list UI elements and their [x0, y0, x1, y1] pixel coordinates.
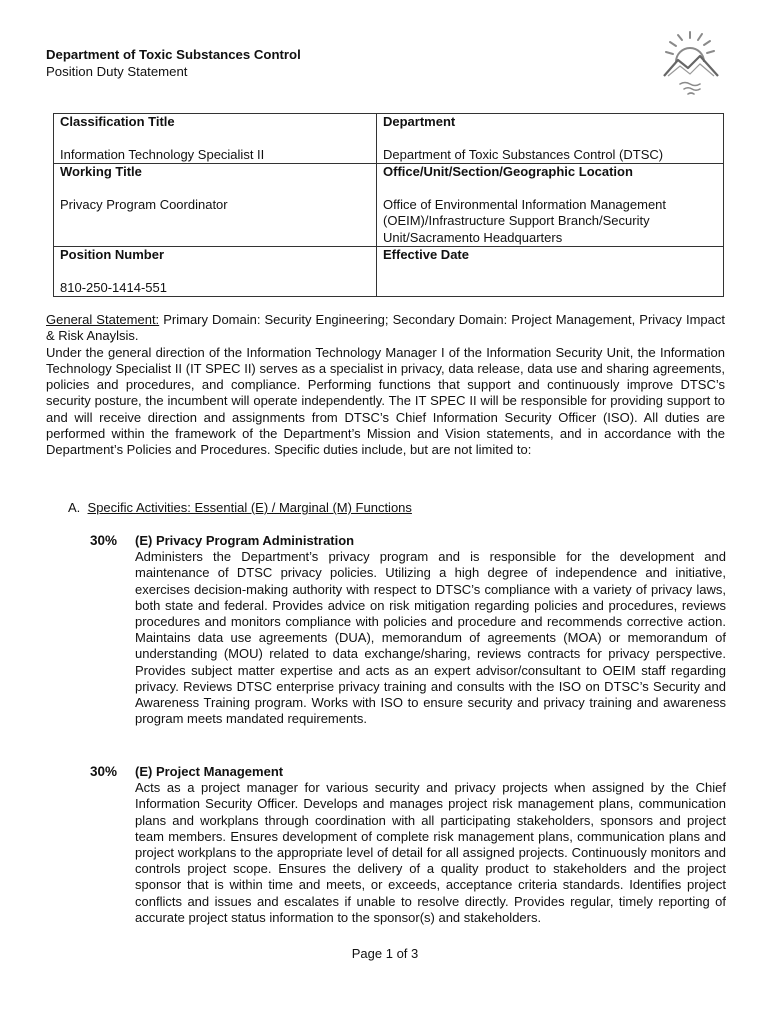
effective-date-label: Effective Date — [383, 247, 469, 262]
classification-title-value: Information Technology Specialist II — [60, 146, 265, 162]
department-value: Department of Toxic Substances Control (DTSC) — [383, 146, 664, 162]
document-header — [46, 46, 301, 80]
general-statement-domains: Primary Domain: Security Engineering; Secondary Domain: Project Management, Privacy Impact & Risk Anaylsis. — [46, 312, 725, 344]
position-number-label: Position Number — [60, 247, 165, 262]
office-location-label: Office/Unit/Section/Geographic Location — [383, 164, 633, 179]
general-statement — [46, 312, 725, 459]
working-title-value: Privacy Program Coordinator — [60, 196, 228, 212]
duty-percent: 30% — [90, 533, 118, 548]
duty-item — [90, 764, 726, 926]
duty-text: Acts as a project manager for various security and privacy projects when assigned by the Chief Information Security Officer. Develops and manages project risk management plans, communication plans and workplans through coordination with all participating stakeholders, sponsors and project team members. Ensures development of complete risk management plans, communication plans and project workplans to the appropriate level of detail for all assigned projects. Continuously monitors and controls project scope. Ensures the delivery of a quality product to stakeholders and the project sponsor that is within time and meets, or exceeds, acceptance criteria standards. Identifies project conflicts and issues and escalates if unable to resolve directly. Provides regular, timely reporting of accurate project status information to the sponsor(s) and stakeholders. — [135, 780, 726, 925]
working-title-label: Working Title — [60, 164, 142, 179]
general-statement-paragraph: Under the general direction of the Information Technology Manager I of the Information Security Unit, the Information Technology Specialist II (IT SPEC II) serves as a specialist in privacy, data release, data use and sharing agreements, policies and procedures, and compliance. Performing functions that support and continuously improve DTSC’s security posture, the incumbent will operate independently. The IT SPEC II will be responsible for providing support to and will receive direction and assignments from DTSC’s Chief Information Security Officer (ISO). All duties are performed within the framework of the Department’s Mission and Vision statements, and in accordance with the Department’s Policies and Procedures. Specific duties include, but are not limited to: — [46, 344, 725, 458]
duty-item — [90, 533, 726, 727]
section-a-heading — [68, 500, 412, 516]
section-a-marker: A. — [68, 500, 81, 515]
document-type: Position Duty Statement — [46, 64, 188, 79]
duty-percent: 30% — [90, 764, 118, 779]
classification-title-label: Classification Title — [60, 114, 175, 129]
position-info-table — [53, 113, 724, 297]
department-title: Department of Toxic Substances Control — [46, 47, 301, 62]
dtsc-logo-icon — [660, 30, 724, 98]
page-number: Page 1 of 3 — [351, 946, 419, 961]
duty-text: Administers the Department’s privacy program and is responsible for the development and maintenance of DTSC privacy policies. Utilizing a high degree of independence and initiative, exercises decision-making authority with respect to DTSC’s compliance with a variety of privacy laws, both state and federal. Provides advice on risk mitigation regarding policies and procedures, reviews procedures and monitors compliance with policies and procedure and recommends corrective action. Maintains data use agreements (DUA), memorandum of agreements (MOA) or memorandum of understanding (MOU) related to data exchange/sharing, reviews contracts for privacy perspective. Provides subject matter expertise and acts as an expert advisor/consultant to OEIM staff regarding privacy. Reviews DTSC enterprise privacy training and consults with the ISO on DTSC’s Security and Awareness Training program. Works with ISO to ensure security and privacy training and awareness program meets mandated requirements. — [135, 549, 726, 727]
position-number-value: 810-250-1414-551 — [60, 279, 167, 295]
department-label: Department — [383, 114, 456, 129]
duty-title: (E) Privacy Program Administration — [135, 533, 355, 548]
general-statement-label: General Statement: — [46, 312, 160, 327]
section-a-title: Specific Activities: Essential (E) / Marginal (M) Functions — [87, 500, 412, 515]
office-location-value: Office of Environmental Information Management (OEIM)/Infrastructure Support Branch/Security Unit/Sacramento Headquarters — [383, 196, 667, 245]
duty-title: (E) Project Management — [135, 764, 284, 779]
